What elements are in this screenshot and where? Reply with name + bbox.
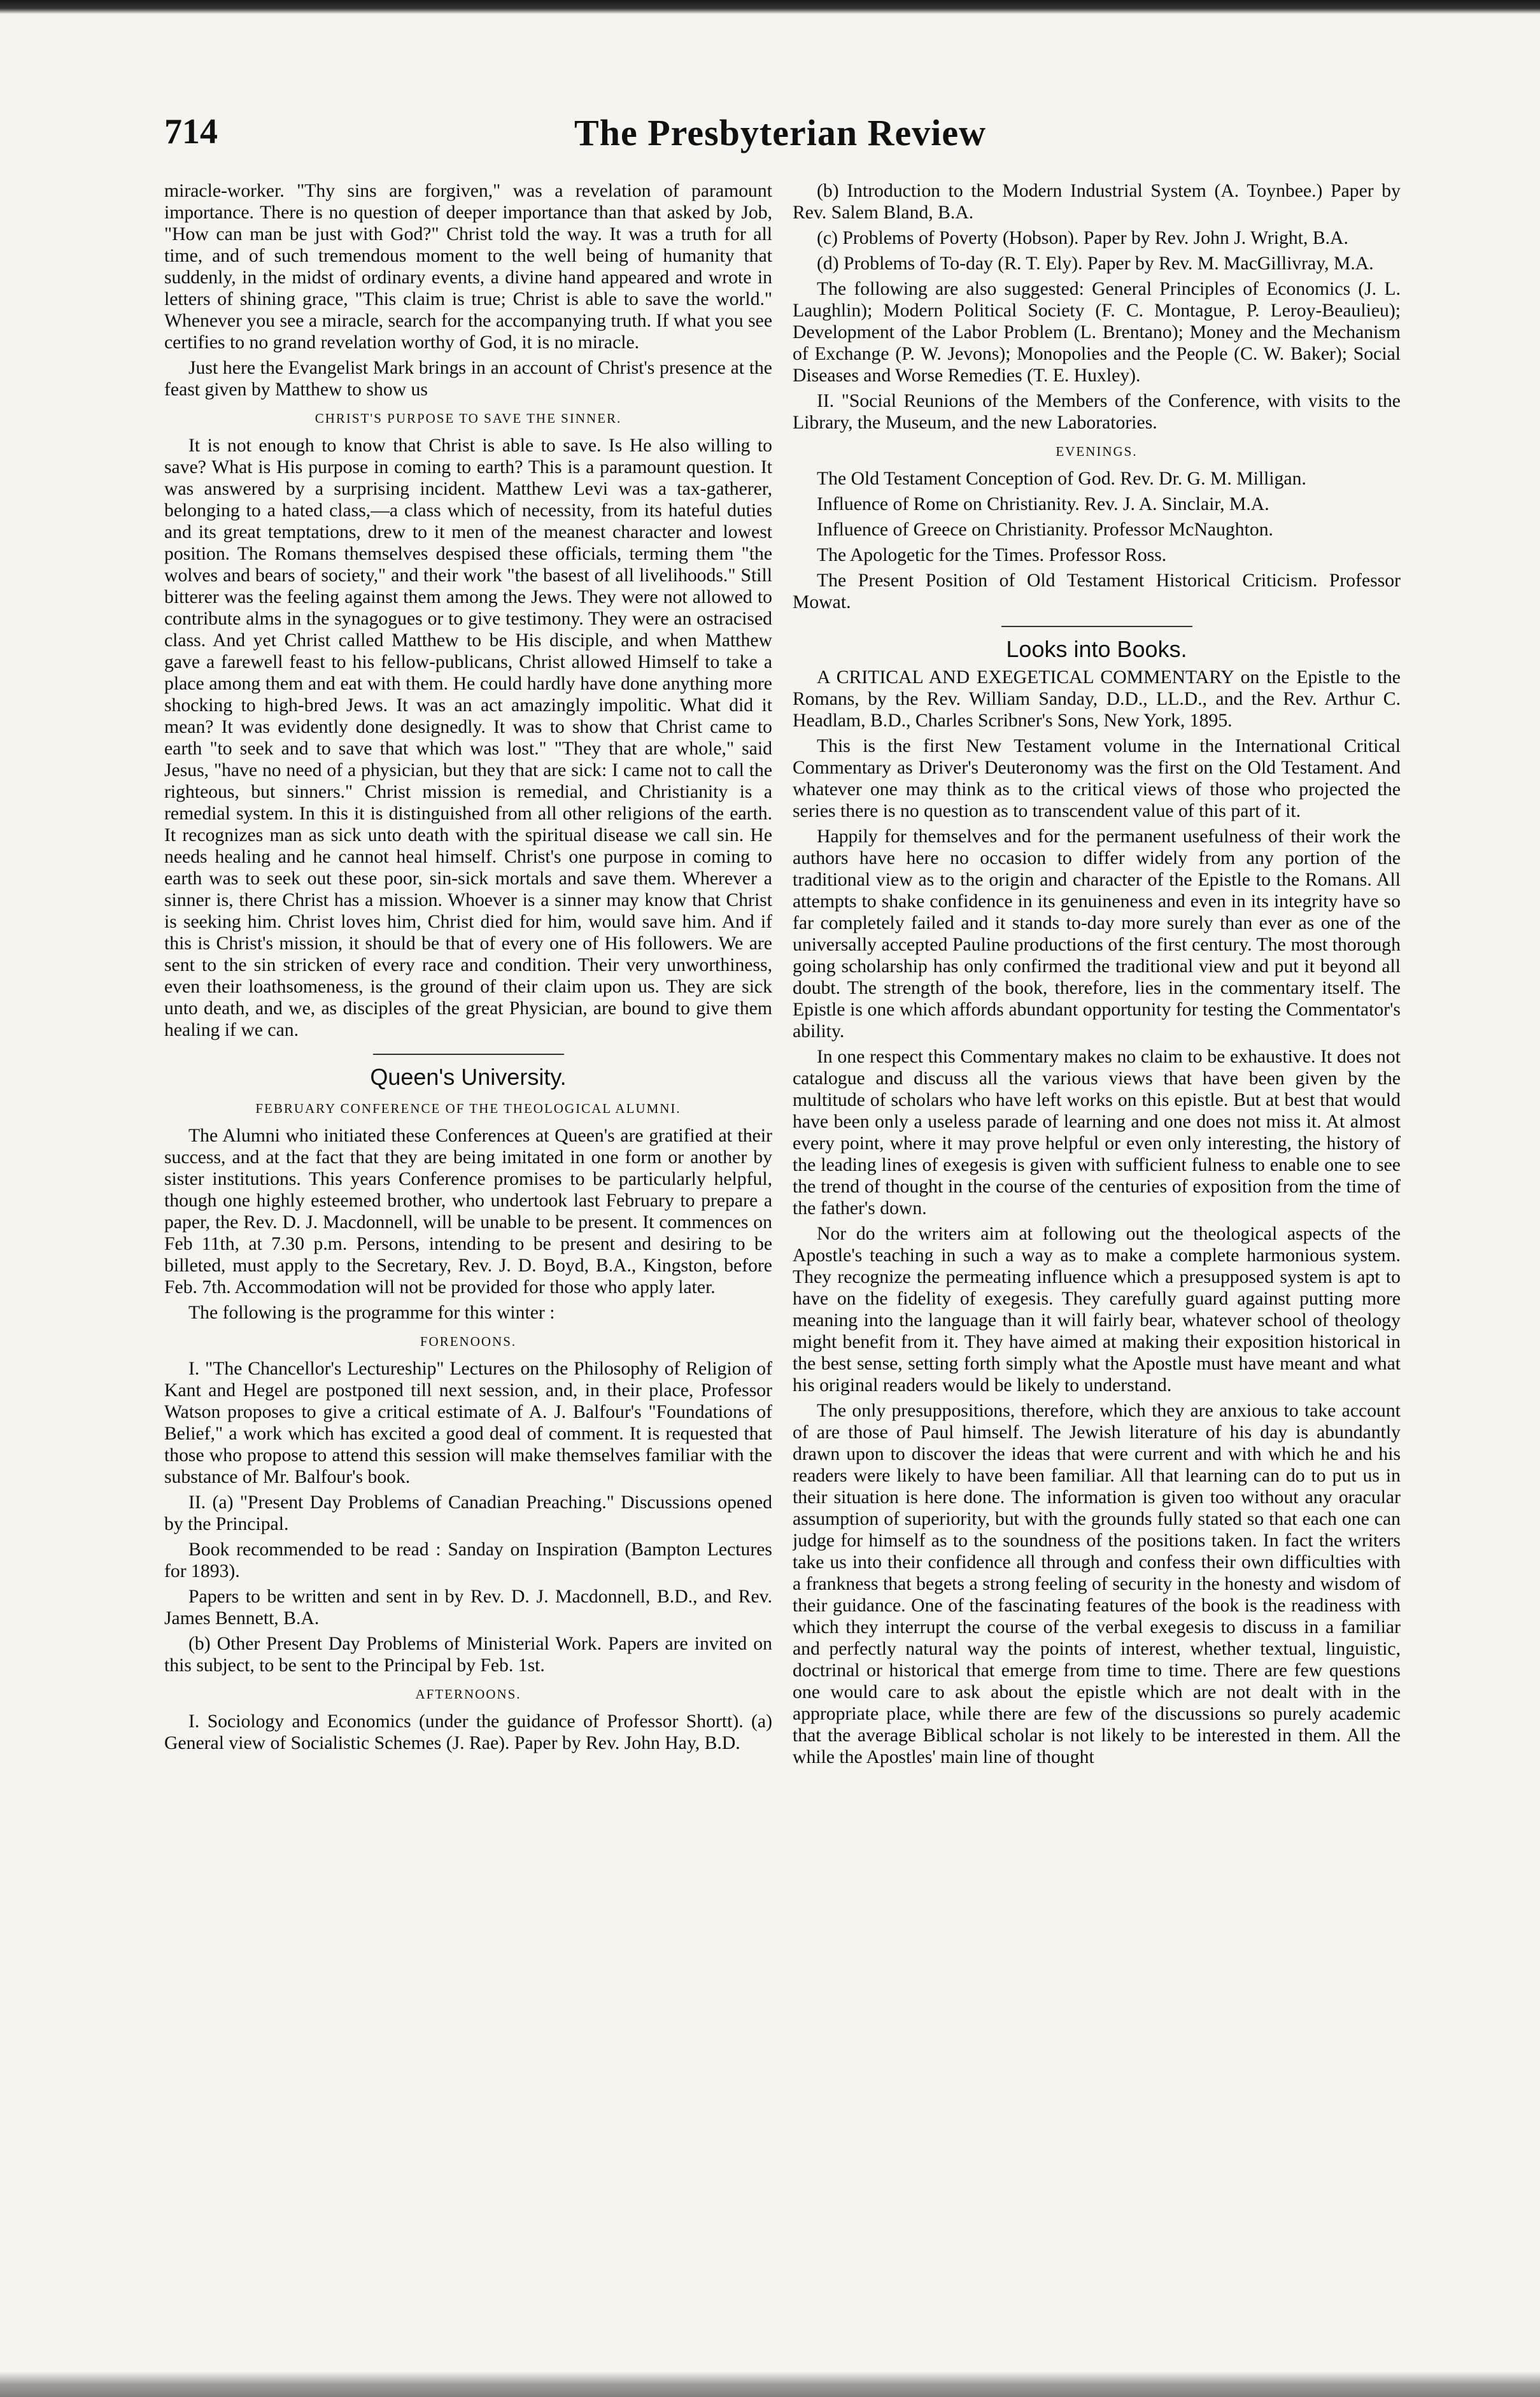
running-title: The Presbyterian Review: [574, 112, 986, 153]
section-heading: AFTERNOONS.: [415, 1686, 521, 1702]
paragraph: Papers to be written and sent in by Rev. D. J. Macdonnell, B.D., and Rev. James Bennett, B.A.: [164, 1587, 772, 1629]
paragraph: The Present Position of Old Testament Historical Criticism. Professor Mowat.: [793, 570, 1401, 612]
paragraph: It is not enough to know that Christ is able to save. Is He also willing to save? What is His purpose in coming to earth? This is a paramount question. It was answered by a surprising incident. Matthew Levi was a tax-gatherer, belonging to a hated class,—a class which of necessity, from its hateful duties and its great temptations, drew to it men of the meanest character and lowest position. The Romans themselves despised these officials, terming them "the wolves and bears of society," and their work "the basest of all livelihoods." Still bitterer was the feeling against them among the Jews. They were not allowed to contribute alms in the synagogues or to give testimony. They were an ostracised class. And yet Christ called Matthew to be His disciple, and when Matthew gave a farewell feast to his fellow-publicans, Christ allowed Himself to take a place among them and eat with them. He could hardly have done anything more shocking to high-bred Jews. It was an act amazingly impolitic. What did it mean? It was evidently done designedly. It was to show that Christ came to earth "to seek and to save that which was lost." "They that are whole," said Jesus, "have no need of a physician, but they that are sick: I came not to call the righteous, but sinners." Christ mission is remedial, and Christianity is a remedial system. In this it is distinguished from all other religions of the earth. It recognizes man as sick unto death with the spiritual disease we call sin. He needs healing and he cannot heal himself. Christ's one purpose in coming to earth was to seek out these poor, sin-sick mortals and save them. Wherever a sinner is, there Christ has a mission. Whoever is a sinner may know that Christ is seeking him. Christ loves him, Christ died for him, would save him. And if this is Christ's mission, it should be that of every one of His followers. We are sent to the sin stricken of every race and condition. Their very unworthiness, even their loathsomeness, is the ground of their claim upon us. They are sick unto death, and we, as disciples of the great Physician, are bound to give them healing if we can.: [164, 435, 772, 1040]
paragraph: The only presuppositions, therefore, which they are anxious to take account of are those of Paul himself. The Jewish literature of his day is abundantly drawn upon to discover the ideas that were current and with which he and his readers were likely to have been familiar. All that learning can do to put us in their situation is here done. The information is given too without any oracular assumption of superiority, but with the grounds fully stated so that each one can judge for himself as to the soundness of the positions taken. In fact the writers take us into their confidence all through and confess their own difficulties with a frankness that begets a strong feeling of security in the honesty and wisdom of their guidance. One of the fascinating features of the book is the readiness with which they interrupt the course of the verbal exegesis to discuss in a familiar and perfectly natural way the points of interest, whether textual, linguistic, doctrinal or historical that emerge from time to time. There are few questions one would care to ask about the epistle which are not dealt with in the appropriate place, while there are few of the discussions so purely academic that the average Biblical scholar is not likely to be interested in them. All the while the Apostles' main line of thought: [793, 1401, 1401, 1767]
paragraph: II. "Social Reunions of the Members of the Conference, with visits to the Library, the Museum, and the new Laboratories.: [793, 391, 1401, 433]
paragraph: The Apologetic for the Times. Professor Ross.: [817, 545, 1167, 565]
divider: [1001, 626, 1192, 627]
article-subtitle: FEBRUARY CONFERENCE OF THE THEOLOGICAL ALUMNI.: [255, 1101, 681, 1116]
page-number: 714: [164, 112, 218, 152]
paragraph: miracle-worker. "Thy sins are forgiven," was a revelation of paramount importance. There is no question of deeper importance than that asked by Job, "How can man be just with God?" Christ told the way. It was a truth for all time, and of such tremendous moment to the well being of humanity that suddenly, in the midst of ordinary events, a divine hand appeared and wrote in letters of shining grace, "This claim is true; Christ is able to save the world." Whenever you see a miracle, search for the accompanying truth. If what you see certifies to no grand revelation worthy of God, it is no miracle.: [164, 181, 772, 353]
section-heading: EVENINGS.: [1056, 444, 1138, 459]
article-title: Queen's University.: [370, 1064, 567, 1090]
paragraph: A CRITICAL AND EXEGETICAL COMMENTARY on the Epistle to the Romans, by the Rev. William Sanday, D.D., LL.D., and the Rev. Arthur C. Headlam, B.D., Charles Scribner's Sons, New York, 1895.: [793, 667, 1401, 731]
page-header: [164, 111, 1396, 156]
paragraph: I. Sociology and Economics (under the guidance of Professor Shortt). (a) General view of Socialistic Schemes (J. Rae). Paper by Rev. John Hay, B.D.: [164, 1711, 772, 1753]
paragraph: Just here the Evangelist Mark brings in an account of Christ's presence at the feast given by Matthew to show us: [164, 358, 772, 400]
paragraph: The following are also suggested: General Principles of Economics (J. L. Laughlin); Modern Political Society (F. C. Montague, P. Leroy-Beaulieu); Development of the Labor Problem (L. Brentano); Money and the Mechanism of Exchange (P. W. Jevons); Monopolies and the People (C. W. Baker); Social Diseases and Worse Remedies (T. E. Huxley).: [793, 279, 1401, 386]
section-heading: CHRIST'S PURPOSE TO SAVE THE SINNER.: [314, 411, 622, 426]
paragraph: (b) Other Present Day Problems of Ministerial Work. Papers are invited on this subject, to be sent to the Principal by Feb. 1st.: [164, 1634, 772, 1676]
paragraph: The Old Testament Conception of God. Rev. Dr. G. M. Milligan.: [817, 469, 1306, 489]
paragraph: In one respect this Commentary makes no claim to be exhaustive. It does not catalogue and discuss all the various views that have been given by the multitude of scholars who have left works on this epistle. But at best that would have been only a useless parade of learning and one does not miss it. At almost every point, where it may prove helpful or even only interesting, the history of the leading lines of exegesis is given with sufficient fulness to enable one to see the trend of thought in the course of the centuries of exposition from the time of the father's down.: [793, 1047, 1401, 1219]
paragraph: (d) Problems of To-day (R. T. Ely). Paper by Rev. M. MacGillivray, M.A.: [817, 253, 1374, 274]
paragraph: The Alumni who initiated these Conferences at Queen's are gratified at their success, and at the fact that they are being imitated in one form or another by sister institutions. This years Conference promises to be particularly helpful, though one highly esteemed brother, who undertook last February to prepare a paper, the Rev. D. J. Macdonnell, will be unable to be present. It commences on Feb 11th, at 7.30 p.m. Persons, intending to be present and desiring to be billeted, must apply to the Secretary, Rev. J. D. Boyd, B.A., Kingston, before Feb. 7th. Accommodation will not be provided for those who apply later.: [164, 1126, 772, 1297]
section-heading: FORENOONS.: [420, 1334, 517, 1349]
paragraph: The following is the programme for this winter :: [188, 1303, 555, 1323]
paragraph: Influence of Rome on Christianity. Rev. J. A. Sinclair, M.A.: [817, 494, 1269, 514]
paragraph: (b) Introduction to the Modern Industrial System (A. Toynbee.) Paper by Rev. Salem Bland, B.A.: [793, 181, 1401, 223]
paragraph: II. (a) "Present Day Problems of Canadian Preaching." Discussions opened by the Principal.: [164, 1492, 772, 1534]
paragraph: This is the first New Testament volume in the International Critical Commentary as Driver's Deuteronomy was the first on the Old Testament. And whatever one may think as to the critical views of those who projected the series there is no question as to transcendent value of this part of it.: [793, 736, 1401, 821]
article-title: Looks into Books.: [1006, 636, 1187, 662]
scan-border-bottom: [0, 2372, 1540, 2397]
paragraph: (c) Problems of Poverty (Hobson). Paper by Rev. John J. Wright, B.A.: [817, 228, 1348, 248]
paragraph: Happily for themselves and for the permanent usefulness of their work the authors have here no occasion to differ widely from any portion of the traditional view as to the origin and character of the Epistle to the Romans. All attempts to shake confidence in its genuineness and even in its integrity have so far completely failed and it stands to-day more surely than ever as one of the universally accepted Pauline productions of the first century. The most thorough going scholarship has only confirmed the traditional view and put it beyond all doubt. The strength of the book, therefore, lies in the commentary itself. The Epistle is one which affords abundant opportunity for testing the Commentator's ability.: [793, 826, 1401, 1042]
right-column: [793, 180, 1401, 2294]
paragraph: Nor do the writers aim at following out the theological aspects of the Apostle's teaching in such a way as to make a complete harmonious system. They recognize the permeating influence which a presupposed system is apt to have on the fidelity of exegesis. They carefully guard against putting more meaning into the language than it will fairly bear, whatever school of theology might benefit from it. They have aimed at making their exposition historical in the best sense, setting forth simply what the Apostle must have meant and what his original readers would be likely to understand.: [793, 1224, 1401, 1396]
scan-border-top: [0, 0, 1540, 14]
paragraph: Book recommended to be read : Sanday on Inspiration (Bampton Lectures for 1893).: [164, 1539, 772, 1581]
divider: [373, 1054, 564, 1055]
paragraph: Influence of Greece on Christianity. Professor McNaughton.: [817, 520, 1273, 540]
paragraph: I. "The Chancellor's Lectureship" Lectures on the Philosophy of Religion of Kant and Hegel are postponed till next session, and, in their place, Professor Watson proposes to give a critical estimate of A. J. Balfour's "Foundations of Belief," a work which has excited a good deal of comment. It is requested that those who propose to attend this session will make themselves familiar with the substance of Mr. Balfour's book.: [164, 1359, 772, 1487]
left-column: [164, 180, 772, 2294]
